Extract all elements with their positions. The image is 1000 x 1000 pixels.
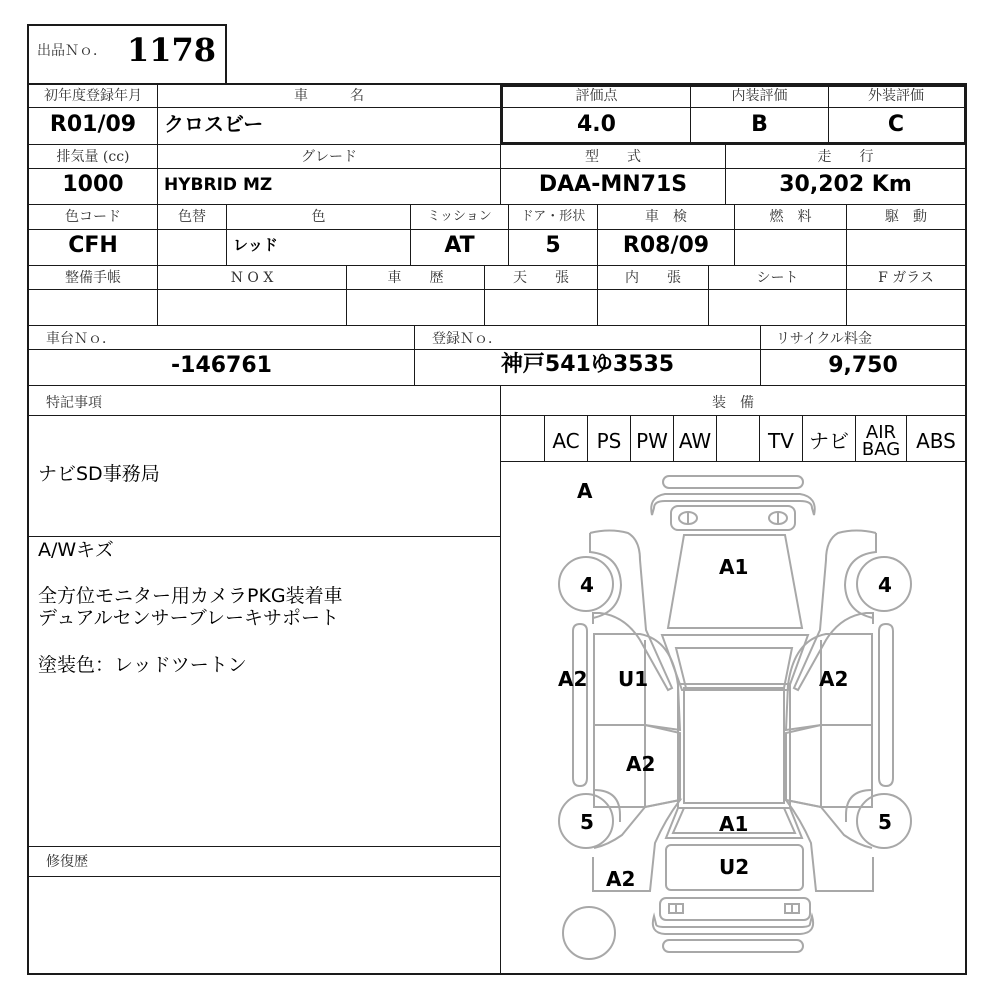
frame-bottom (27, 973, 967, 975)
lot-number: 1178 (127, 31, 217, 69)
value-score: 4.0 (577, 112, 616, 137)
lot-box-top (27, 24, 227, 26)
label-nox: N O X (230, 270, 274, 286)
row-divider (27, 325, 967, 326)
label-inspection: 車 検 (645, 209, 687, 225)
mark-front-right-wheel: 4 (878, 573, 892, 597)
label-transmission: ミッション (427, 209, 492, 224)
mark-rear-glass: A1 (719, 812, 749, 836)
label-maintenance: 整備手帳 (65, 270, 121, 286)
row-divider (27, 168, 967, 169)
value-displacement: 1000 (62, 172, 124, 197)
value-exterior: C (887, 112, 905, 137)
label-model: 型 式 (585, 149, 641, 165)
row-divider (27, 415, 967, 416)
mark-right-side-panel: A2 (819, 667, 849, 691)
label-fuel: 燃 料 (769, 209, 812, 225)
label-interior: 内装評価 (731, 88, 788, 104)
row-divider (27, 536, 501, 537)
equip-navi: ナビ (809, 428, 849, 453)
frame-right (965, 83, 967, 975)
mark-left-front-door: U1 (618, 667, 649, 691)
row-divider (27, 229, 967, 230)
row-divider (27, 144, 967, 145)
mark-front-left-wheel: 4 (580, 573, 594, 597)
front-bumper-bar (663, 476, 803, 488)
mark-rear-right-wheel: 5 (878, 810, 892, 834)
label-interior-trim: 内 張 (625, 270, 681, 286)
remarks-line-1: ナビSD事務局 (38, 463, 160, 485)
mark-rear-left-quarter: A2 (606, 867, 636, 891)
label-first-reg: 初年度登録年月 (44, 88, 142, 104)
mark-left-side-panel: A2 (558, 667, 588, 691)
remarks-line-2: A/Wキズ (38, 539, 114, 561)
label-grade: グレード (301, 149, 357, 165)
mark-rear-left-wheel: 5 (580, 810, 594, 834)
value-model: DAA-MN71S (538, 172, 688, 197)
front-grille (671, 506, 795, 530)
equip-blank-1 (501, 420, 544, 462)
rear-bumper (653, 916, 813, 934)
lot-box-left (27, 24, 29, 84)
equip-airbag: AIR BAG (861, 421, 901, 460)
value-mileage: 30,202 Km (779, 172, 912, 197)
label-mileage: 走 行 (817, 149, 874, 165)
value-doors: 5 (545, 233, 561, 258)
row-divider (27, 876, 501, 877)
remarks-line-5: 塗装色：レッドツートン (38, 654, 247, 676)
label-car-name: 車 名 (294, 88, 364, 104)
mark-general: A (577, 479, 593, 503)
row-divider (27, 289, 967, 290)
value-first-reg: R01/09 (49, 112, 137, 137)
spare-tire (563, 907, 615, 959)
value-grade: HYBRID MZ (164, 175, 273, 195)
rear-bumper-bar (663, 940, 803, 952)
equip-pw: PW (636, 428, 668, 453)
row-divider (27, 204, 967, 205)
remarks-line-3: 全方位モニター用カメラPKG装着車 (38, 585, 343, 607)
label-seat: シート (756, 270, 799, 286)
right-rear-door (786, 725, 872, 807)
label-doors: ドア・形状 (520, 209, 586, 224)
label-recycle: リサイクル料金 (776, 331, 873, 347)
equip-aw: AW (678, 428, 712, 453)
remarks-line-4: デュアルセンサーブレーキサポート (38, 607, 339, 629)
row-divider (27, 265, 967, 266)
lot-label: 出品Ｎｏ． (37, 43, 107, 59)
label-color-code: 色コード (65, 209, 121, 225)
value-color: レッド (233, 236, 278, 254)
label-score: 評価点 (575, 88, 618, 104)
value-transmission: AT (444, 233, 475, 258)
equip-abs: ABS (916, 428, 956, 453)
label-remarks: 特記事項 (46, 395, 102, 411)
label-chassis: 車台Ｎｏ． (46, 331, 116, 347)
label-displacement: 排気量 (cc) (56, 149, 130, 165)
mark-hood: A1 (719, 555, 749, 579)
label-windshield: F ガラス (878, 270, 934, 286)
row-divider (27, 349, 967, 350)
label-color-change: 色替 (178, 209, 206, 225)
car-damage-diagram (501, 462, 965, 973)
equip-blank-2 (717, 420, 759, 462)
value-car-name: クロスビー (164, 112, 264, 136)
equip-tv: TV (768, 428, 794, 453)
front-bumper (651, 494, 814, 515)
value-interior: B (751, 112, 768, 137)
mark-tailgate: U2 (719, 855, 750, 879)
label-repair-history: 修復歴 (46, 854, 88, 870)
right-side-skirt (879, 624, 893, 786)
value-registration: 神戸541ゆ3535 (500, 352, 675, 377)
mark-left-rear-door: A2 (626, 752, 656, 776)
label-color: 色 (311, 209, 326, 225)
hood-panel (668, 535, 802, 628)
equip-ps: PS (596, 428, 622, 453)
value-recycle: 9,750 (828, 353, 898, 378)
label-headliner: 天 張 (513, 270, 569, 286)
label-drive: 駆 動 (885, 209, 927, 225)
label-history: 車 歴 (387, 270, 444, 286)
lot-box-right (225, 24, 227, 84)
left-side-skirt (573, 624, 587, 786)
label-registration: 登録Ｎｏ． (432, 331, 502, 347)
row-divider (27, 385, 967, 386)
label-equipment: 装 備 (712, 395, 754, 411)
equip-ac: AC (552, 428, 580, 453)
roof (684, 688, 784, 803)
value-color-code: CFH (68, 233, 118, 258)
row-divider (27, 846, 501, 847)
label-exterior: 外装評価 (868, 88, 924, 104)
value-inspection: R08/09 (622, 233, 710, 258)
value-chassis: -146761 (171, 353, 272, 378)
